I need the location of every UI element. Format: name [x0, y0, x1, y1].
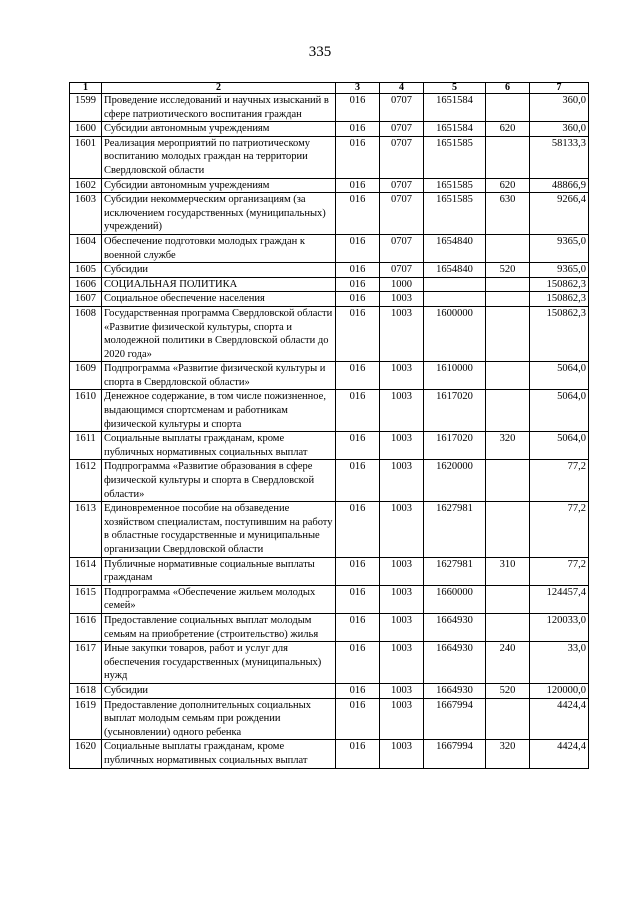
amount-cell: 120033,0 — [530, 613, 589, 641]
row-name-cell: Социальное обеспечение населения — [102, 292, 336, 307]
row-name-cell: СОЦИАЛЬНАЯ ПОЛИТИКА — [102, 277, 336, 292]
row-number-cell: 1601 — [70, 136, 102, 178]
target-code-cell: 1617020 — [424, 390, 486, 432]
table-row — [70, 740, 589, 768]
row-number-cell: 1617 — [70, 642, 102, 684]
header-cell: 2 — [102, 83, 336, 94]
table-row — [70, 698, 589, 740]
expense-type-cell: 520 — [486, 683, 530, 698]
budget-table — [69, 82, 589, 769]
amount-cell: 9365,0 — [530, 263, 589, 278]
target-code-cell: 1627981 — [424, 557, 486, 585]
target-code-cell: 1660000 — [424, 585, 486, 613]
target-code-cell: 1667994 — [424, 740, 486, 768]
section-code-cell: 1003 — [380, 362, 424, 390]
row-number-cell: 1605 — [70, 263, 102, 278]
table-row — [70, 136, 589, 178]
target-code-cell: 1651584 — [424, 94, 486, 122]
ministry-code-cell: 016 — [336, 193, 380, 235]
ministry-code-cell: 016 — [336, 362, 380, 390]
row-number-cell: 1615 — [70, 585, 102, 613]
expense-type-cell — [486, 698, 530, 740]
row-name-cell: Субсидии автономным учреждениям — [102, 178, 336, 193]
section-code-cell: 1003 — [380, 292, 424, 307]
amount-cell: 4424,4 — [530, 740, 589, 768]
table-row — [70, 277, 589, 292]
row-name-cell: Предоставление дополнительных социальных выплат молодым семьям при рождении (усыновлении) одного ребенка — [102, 698, 336, 740]
target-code-cell: 1651584 — [424, 122, 486, 137]
ministry-code-cell: 016 — [336, 122, 380, 137]
section-code-cell: 0707 — [380, 122, 424, 137]
amount-cell: 4424,4 — [530, 698, 589, 740]
section-code-cell: 1003 — [380, 698, 424, 740]
target-code-cell: 1654840 — [424, 234, 486, 262]
section-code-cell: 1003 — [380, 306, 424, 361]
table-row — [70, 122, 589, 137]
amount-cell: 5064,0 — [530, 362, 589, 390]
section-code-cell: 1003 — [380, 740, 424, 768]
header-cell: 7 — [530, 83, 589, 94]
row-number-cell: 1604 — [70, 234, 102, 262]
row-name-cell: Субсидии — [102, 263, 336, 278]
row-number-cell: 1610 — [70, 390, 102, 432]
section-code-cell: 1000 — [380, 277, 424, 292]
row-number-cell: 1609 — [70, 362, 102, 390]
expense-type-cell: 240 — [486, 642, 530, 684]
row-number-cell: 1603 — [70, 193, 102, 235]
target-code-cell: 1617020 — [424, 432, 486, 460]
amount-cell: 77,2 — [530, 557, 589, 585]
section-code-cell: 0707 — [380, 193, 424, 235]
expense-type-cell: 320 — [486, 740, 530, 768]
amount-cell: 77,2 — [530, 460, 589, 502]
expense-type-cell — [486, 390, 530, 432]
row-number-cell: 1606 — [70, 277, 102, 292]
target-code-cell: 1664930 — [424, 683, 486, 698]
table-row — [70, 642, 589, 684]
section-code-cell: 1003 — [380, 557, 424, 585]
amount-cell: 58133,3 — [530, 136, 589, 178]
row-name-cell: Единовременное пособие на обзаведение хозяйством специалистам, поступившим на работу в областные государственные и муниципальные организации Свердловской области — [102, 502, 336, 557]
target-code-cell: 1627981 — [424, 502, 486, 557]
row-name-cell: Обеспечение подготовки молодых граждан к военной службе — [102, 234, 336, 262]
row-number-cell: 1620 — [70, 740, 102, 768]
row-number-cell: 1618 — [70, 683, 102, 698]
target-code-cell — [424, 277, 486, 292]
target-code-cell: 1664930 — [424, 613, 486, 641]
expense-type-cell — [486, 460, 530, 502]
expense-type-cell: 320 — [486, 432, 530, 460]
table-row — [70, 683, 589, 698]
row-name-cell: Государственная программа Свердловской области «Развитие физической культуры, спорта и молодежной политики в Свердловской области до 2020 года» — [102, 306, 336, 361]
row-name-cell: Проведение исследований и научных изысканий в сфере патриотического воспитания граждан — [102, 94, 336, 122]
target-code-cell: 1620000 — [424, 460, 486, 502]
expense-type-cell — [486, 234, 530, 262]
row-number-cell: 1608 — [70, 306, 102, 361]
table-row — [70, 613, 589, 641]
row-name-cell: Подпрограмма «Обеспечение жильем молодых семей» — [102, 585, 336, 613]
row-name-cell: Реализация мероприятий по патриотическому воспитанию молодых граждан на территории Свердловской области — [102, 136, 336, 178]
ministry-code-cell: 016 — [336, 460, 380, 502]
target-code-cell: 1664930 — [424, 642, 486, 684]
ministry-code-cell: 016 — [336, 94, 380, 122]
row-name-cell: Иные закупки товаров, работ и услуг для обеспечения государственных (муниципальных) нужд — [102, 642, 336, 684]
amount-cell: 9266,4 — [530, 193, 589, 235]
expense-type-cell — [486, 613, 530, 641]
target-code-cell: 1667994 — [424, 698, 486, 740]
target-code-cell: 1600000 — [424, 306, 486, 361]
section-code-cell: 0707 — [380, 136, 424, 178]
row-number-cell: 1614 — [70, 557, 102, 585]
section-code-cell: 0707 — [380, 263, 424, 278]
table-row — [70, 234, 589, 262]
row-name-cell: Социальные выплаты гражданам, кроме публичных нормативных социальных выплат — [102, 740, 336, 768]
ministry-code-cell: 016 — [336, 557, 380, 585]
expense-type-cell — [486, 94, 530, 122]
section-code-cell: 1003 — [380, 432, 424, 460]
header-row — [70, 83, 589, 94]
ministry-code-cell: 016 — [336, 432, 380, 460]
expense-type-cell — [486, 136, 530, 178]
amount-cell: 150862,3 — [530, 306, 589, 361]
expense-type-cell — [486, 362, 530, 390]
amount-cell: 150862,3 — [530, 292, 589, 307]
ministry-code-cell: 016 — [336, 263, 380, 278]
ministry-code-cell: 016 — [336, 613, 380, 641]
ministry-code-cell: 016 — [336, 698, 380, 740]
section-code-cell: 1003 — [380, 642, 424, 684]
row-name-cell: Субсидии — [102, 683, 336, 698]
expense-type-cell — [486, 306, 530, 361]
target-code-cell: 1654840 — [424, 263, 486, 278]
amount-cell: 48866,9 — [530, 178, 589, 193]
section-code-cell: 1003 — [380, 585, 424, 613]
expense-type-cell — [486, 502, 530, 557]
amount-cell: 5064,0 — [530, 432, 589, 460]
row-number-cell: 1616 — [70, 613, 102, 641]
ministry-code-cell: 016 — [336, 277, 380, 292]
header-cell: 6 — [486, 83, 530, 94]
ministry-code-cell: 016 — [336, 390, 380, 432]
amount-cell: 360,0 — [530, 94, 589, 122]
amount-cell: 150862,3 — [530, 277, 589, 292]
table-row — [70, 432, 589, 460]
row-name-cell: Подпрограмма «Развитие образования в сфере физической культуры и спорта в Свердловской области» — [102, 460, 336, 502]
row-name-cell: Субсидии некоммерческим организациям (за исключением государственных (муниципальных) учреждений) — [102, 193, 336, 235]
page-number: 335 — [308, 44, 332, 60]
table-row — [70, 502, 589, 557]
amount-cell: 5064,0 — [530, 390, 589, 432]
ministry-code-cell: 016 — [336, 740, 380, 768]
table-row — [70, 362, 589, 390]
ministry-code-cell: 016 — [336, 306, 380, 361]
expense-type-cell: 620 — [486, 178, 530, 193]
amount-cell: 120000,0 — [530, 683, 589, 698]
row-number-cell: 1613 — [70, 502, 102, 557]
section-code-cell: 1003 — [380, 613, 424, 641]
amount-cell: 77,2 — [530, 502, 589, 557]
header-cell: 5 — [424, 83, 486, 94]
expense-type-cell: 310 — [486, 557, 530, 585]
target-code-cell: 1651585 — [424, 193, 486, 235]
header-cell: 3 — [336, 83, 380, 94]
ministry-code-cell: 016 — [336, 234, 380, 262]
table-row — [70, 263, 589, 278]
row-name-cell: Денежное содержание, в том числе пожизненное, выдающимся спортсменам и работникам физической культуры и спорта — [102, 390, 336, 432]
row-name-cell: Субсидии автономным учреждениям — [102, 122, 336, 137]
row-number-cell: 1612 — [70, 460, 102, 502]
amount-cell: 9365,0 — [530, 234, 589, 262]
section-code-cell: 0707 — [380, 178, 424, 193]
ministry-code-cell: 016 — [336, 136, 380, 178]
section-code-cell: 1003 — [380, 460, 424, 502]
section-code-cell: 1003 — [380, 683, 424, 698]
row-name-cell: Публичные нормативные социальные выплаты гражданам — [102, 557, 336, 585]
row-number-cell: 1600 — [70, 122, 102, 137]
table-row — [70, 178, 589, 193]
amount-cell: 124457,4 — [530, 585, 589, 613]
table-row — [70, 193, 589, 235]
expense-type-cell — [486, 277, 530, 292]
expense-type-cell — [486, 585, 530, 613]
section-code-cell: 0707 — [380, 234, 424, 262]
expense-type-cell — [486, 292, 530, 307]
target-code-cell: 1610000 — [424, 362, 486, 390]
ministry-code-cell: 016 — [336, 502, 380, 557]
target-code-cell: 1651585 — [424, 136, 486, 178]
target-code-cell — [424, 292, 486, 307]
table-row — [70, 390, 589, 432]
section-code-cell: 1003 — [380, 390, 424, 432]
row-number-cell: 1607 — [70, 292, 102, 307]
table-row — [70, 585, 589, 613]
row-name-cell: Социальные выплаты гражданам, кроме публичных нормативных социальных выплат — [102, 432, 336, 460]
section-code-cell: 0707 — [380, 94, 424, 122]
ministry-code-cell: 016 — [336, 292, 380, 307]
row-name-cell: Предоставление социальных выплат молодым семьям на приобретение (строительство) жилья — [102, 613, 336, 641]
row-name-cell: Подпрограмма «Развитие физической культуры и спорта в Свердловской области» — [102, 362, 336, 390]
expense-type-cell: 520 — [486, 263, 530, 278]
ministry-code-cell: 016 — [336, 642, 380, 684]
ministry-code-cell: 016 — [336, 683, 380, 698]
amount-cell: 33,0 — [530, 642, 589, 684]
expense-type-cell: 620 — [486, 122, 530, 137]
table-row — [70, 460, 589, 502]
ministry-code-cell: 016 — [336, 585, 380, 613]
row-number-cell: 1611 — [70, 432, 102, 460]
row-number-cell: 1619 — [70, 698, 102, 740]
header-cell: 1 — [70, 83, 102, 94]
ministry-code-cell: 016 — [336, 178, 380, 193]
table-row — [70, 292, 589, 307]
table-row — [70, 94, 589, 122]
table-row — [70, 557, 589, 585]
row-number-cell: 1602 — [70, 178, 102, 193]
target-code-cell: 1651585 — [424, 178, 486, 193]
header-cell: 4 — [380, 83, 424, 94]
amount-cell: 360,0 — [530, 122, 589, 137]
section-code-cell: 1003 — [380, 502, 424, 557]
row-number-cell: 1599 — [70, 94, 102, 122]
expense-type-cell: 630 — [486, 193, 530, 235]
table-row — [70, 306, 589, 361]
